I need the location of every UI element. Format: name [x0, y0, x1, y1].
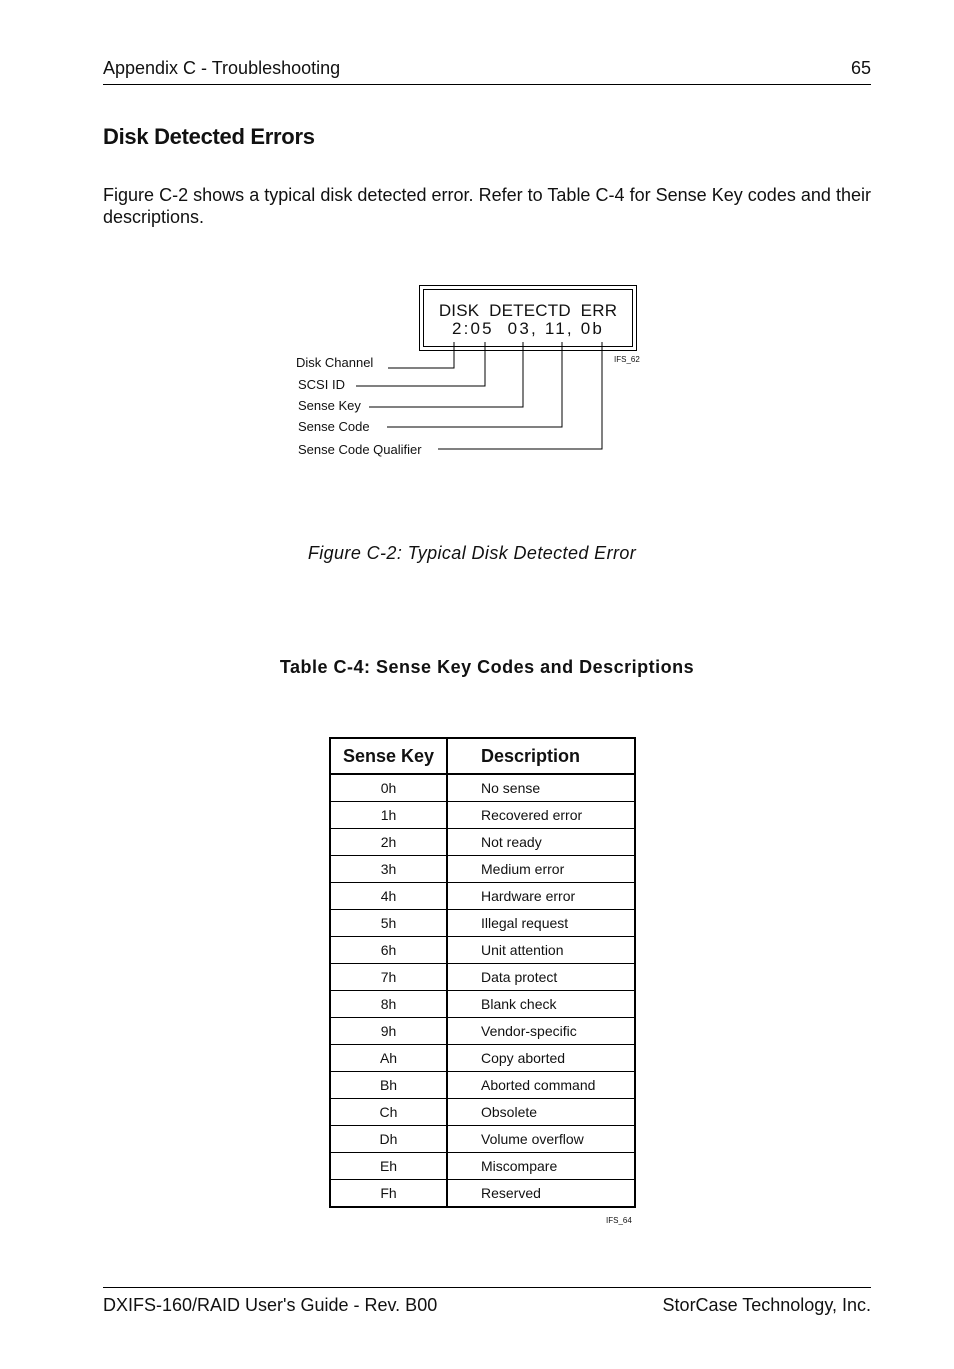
sense-key-cell: Fh [331, 1180, 448, 1206]
intro-paragraph: Figure C-2 shows a typical disk detected error. Refer to Table C-4 for Sense Key codes and their descriptions. [103, 185, 871, 227]
table-row [331, 936, 634, 963]
description-cell: Unit attention [481, 942, 564, 958]
sense-key-cell: 4h [331, 883, 448, 909]
figure-tag: IFS_62 [614, 355, 640, 364]
description-cell: Recovered error [481, 807, 583, 823]
table-row [331, 1179, 634, 1206]
table-row [331, 1098, 634, 1125]
table-row [331, 1044, 634, 1071]
description-cell: Copy aborted [481, 1050, 566, 1066]
callout-sense-code: Sense Code [298, 419, 370, 434]
description-cell: Volume overflow [481, 1131, 584, 1147]
table-row [331, 882, 634, 909]
sense-key-cell: 1h [331, 802, 448, 828]
header-section: Appendix C - Troubleshooting [103, 58, 341, 78]
description-cell: No sense [481, 780, 541, 796]
page-footer [103, 1287, 871, 1315]
table-row [331, 1017, 634, 1044]
description-cell: Vendor-specific [481, 1023, 577, 1039]
column-header-description: Description [481, 745, 581, 766]
sense-key-cell: Dh [331, 1126, 448, 1152]
sense-key-cell: 3h [331, 856, 448, 882]
table-row [331, 1125, 634, 1152]
table-row [331, 1152, 634, 1179]
callout-sense-key: Sense Key [298, 398, 361, 413]
callout-disk-channel: Disk Channel [296, 355, 374, 370]
page-header [103, 58, 871, 85]
figure-disk-detected-error [290, 284, 650, 464]
table-row [331, 909, 634, 936]
callout-sense-code-qualifier: Sense Code Qualifier [298, 442, 422, 457]
lcd-display [419, 285, 637, 351]
description-cell: Miscompare [481, 1158, 558, 1174]
sense-key-cell: 2h [331, 829, 448, 855]
table-row [331, 963, 634, 990]
description-cell: Hardware error [481, 888, 576, 904]
sense-key-table [329, 737, 636, 1208]
footer-company: StorCase Technology, Inc. [662, 1295, 871, 1315]
description-cell: Aborted command [481, 1077, 596, 1093]
sense-key-cell: 5h [331, 910, 448, 936]
lcd-line-2: 2:05 03, 11, 0b [451, 319, 605, 338]
sense-key-cell: 7h [331, 964, 448, 990]
callout-scsi-id: SCSI ID [298, 377, 345, 392]
table-row [331, 990, 634, 1017]
description-cell: Reserved [481, 1185, 541, 1201]
table-row [331, 855, 634, 882]
table-header-row [331, 739, 634, 774]
sense-key-cell: 9h [331, 1018, 448, 1044]
table-row [331, 828, 634, 855]
table-row [331, 801, 634, 828]
header-page-number: 65 [850, 58, 871, 78]
section-heading: Disk Detected Errors [103, 124, 315, 149]
description-cell: Blank check [481, 996, 557, 1012]
sense-key-cell: Ch [331, 1099, 448, 1125]
sense-key-cell: 8h [331, 991, 448, 1017]
description-cell: Illegal request [481, 915, 569, 931]
sense-key-cell: Ah [331, 1045, 448, 1071]
lcd-line-1: DISK DETECTD ERR [438, 301, 618, 320]
footer-document-title: DXIFS-160/RAID User's Guide - Rev. B00 [103, 1295, 438, 1315]
sense-key-cell: Eh [331, 1153, 448, 1179]
sense-key-cell: 6h [331, 937, 448, 963]
description-cell: Obsolete [481, 1104, 538, 1120]
figure-caption-text: Figure C-2: Typical Disk Detected Error [307, 543, 637, 563]
figure-caption [0, 543, 954, 564]
table-tag: IFS_64 [606, 1216, 632, 1225]
table-row [331, 1071, 634, 1098]
description-cell: Not ready [481, 834, 542, 850]
description-cell: Medium error [481, 861, 565, 877]
table-caption: Table C-4: Sense Key Codes and Descriptions [279, 657, 695, 677]
column-header-sense-key: Sense Key [331, 739, 448, 773]
description-cell: Data protect [481, 969, 558, 985]
sense-key-cell: 0h [331, 775, 448, 801]
table-row [331, 774, 634, 801]
sense-key-cell: Bh [331, 1072, 448, 1098]
